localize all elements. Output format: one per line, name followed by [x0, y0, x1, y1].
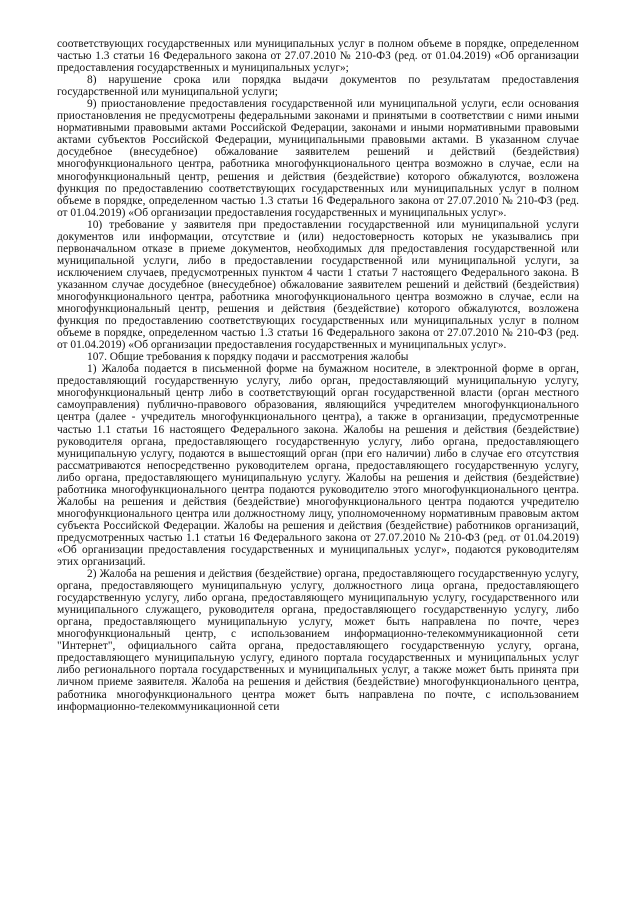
paragraph-continuation: соответствующих государственных или муниципальных услуг в полном объеме в порядке, определенном частью 1.3 статьи 16 Федерального закона от 27.07.2010 № 210-ФЗ (ред. от 01.04.2019) «Об организации предоставления государственных и муниципальных услуг»;: [57, 38, 579, 75]
paragraph-subitem-2: 2) Жалоба на решения и действия (бездействие) органа, предоставляющего государственную услугу, органа, предоставляющего муниципальную услугу, должностного лица органа, предоставляющего государственную услугу, либо органа, предоставляющего муниципальную услугу, государственного или муниципального служащего, руководителя органа, предоставляющего государственную услугу, либо органа, предоставляющего муниципальную услугу, может быть направлена по почте, через многофункциональный центр, с использованием информационно-телекоммуникационной сети "Интернет", официального сайта органа, предоставляющего государственную услугу, органа, предоставляющего муниципальную услугу, единого портала государственных и муниципальных услуг либо регионального портала государственных и муниципальных услуг, а также может быть принята при личном приеме заявителя. Жалоба на решения и действия (бездействие) многофункционального центра, работника многофункционального центра может быть направлена по почте, с использованием информационно-телекоммуникационной сети: [57, 568, 579, 713]
document-page: [57, 38, 579, 713]
paragraph-item-10: 10) требование у заявителя при предоставлении государственной или муниципальной услуги документов или информации, отсутствие и (или) недостоверность которых не указывались при первоначальном отказе в приеме документов, необходимых для предоставления государственной или муниципальной услуги, либо в предоставлении государственной или муниципальной услуги, за исключением случаев, предусмотренных пунктом 4 части 1 статьи 7 настоящего Федерального закона. В указанном случае досудебное (внесудебное) обжалование заявителем решений и действий (бездействия) многофункционального центра, работника многофункционального центра возможно в случае, если на многофункциональный центр, решения и действия (бездействие) которого обжалуются, возложена функция по предоставлению соответствующих государственных или муниципальных услуг в полном объеме в порядке, определенном частью 1.3 статьи 16 Федерального закона от 27.07.2010 № 210-ФЗ (ред. от 01.04.2019) «Об организации предоставления государственных и муниципальных услуг».: [57, 218, 579, 352]
paragraph-item-9: 9) приостановление предоставления государственной или муниципальной услуги, если основания приостановления не предусмотрены федеральными законами и принятыми в соответствии с ними иными нормативными правовыми актами Российской Федерации, законами и иными нормативными правовыми актами субъектов Российской Федерации, муниципальными правовыми актами. В указанном случае досудебное (внесудебное) обжалование заявителем решений и действий (бездействия) многофункционального центра, работника многофункционального центра возможно в случае, если на многофункциональный центр, решения и действия (бездействие) которого обжалуются, возложена функция по предоставлению соответствующих государственных или муниципальных услуг в полном объеме в порядке, определенном частью 1.3 статьи 16 Федерального закона от 27.07.2010 № 210-ФЗ (ред. от 01.04.2019) «Об организации предоставления государственных и муниципальных услуг».: [57, 98, 579, 219]
paragraph-subitem-1: 1) Жалоба подается в письменной форме на бумажном носителе, в электронной форме в орган, предоставляющий государственную услугу, либо орган, предоставляющий муниципальную услугу, многофункциональный центр либо в соответствующий орган государственной власти (орган местного самоуправления) публично-правового образования, являющийся учредителем многофункционального центра (далее - учредитель многофункционального центра), а также в организации, предусмотренные частью 1.1 статьи 16 настоящего Федерального закона. Жалобы на решения и действия (бездействие) руководителя органа, предоставляющего государственную услугу, либо органа, предоставляющего муниципальную услугу, подаются в вышестоящий орган (при его наличии) либо в случае его отсутствия рассматриваются непосредственно руководителем органа, предоставляющего государственную услугу, либо органа, предоставляющего муниципальную услугу. Жалобы на решения и действия (бездействие) работника многофункционального центра подаются руководителю этого многофункционального центра. Жалобы на решения и действия (бездействие) многофункционального центра подаются учредителю многофункционального центра или должностному лицу, уполномоченному нормативным правовым актом субъекта Российской Федерации. Жалобы на решения и действия (бездействие) работников организаций, предусмотренных частью 1.1 статьи 16 Федерального закона от 27.07.2010 № 210-ФЗ (ред. от 01.04.2019) «Об организации предоставления государственных и муниципальных услуг», подаются руководителям этих организаций.: [57, 363, 579, 569]
section-heading-107: 107. Общие требования к порядку подачи и рассмотрения жалобы: [87, 351, 409, 364]
paragraph-item-8: 8) нарушение срока или порядка выдачи документов по результатам предоставления государственной или муниципальной услуги;: [57, 74, 579, 99]
